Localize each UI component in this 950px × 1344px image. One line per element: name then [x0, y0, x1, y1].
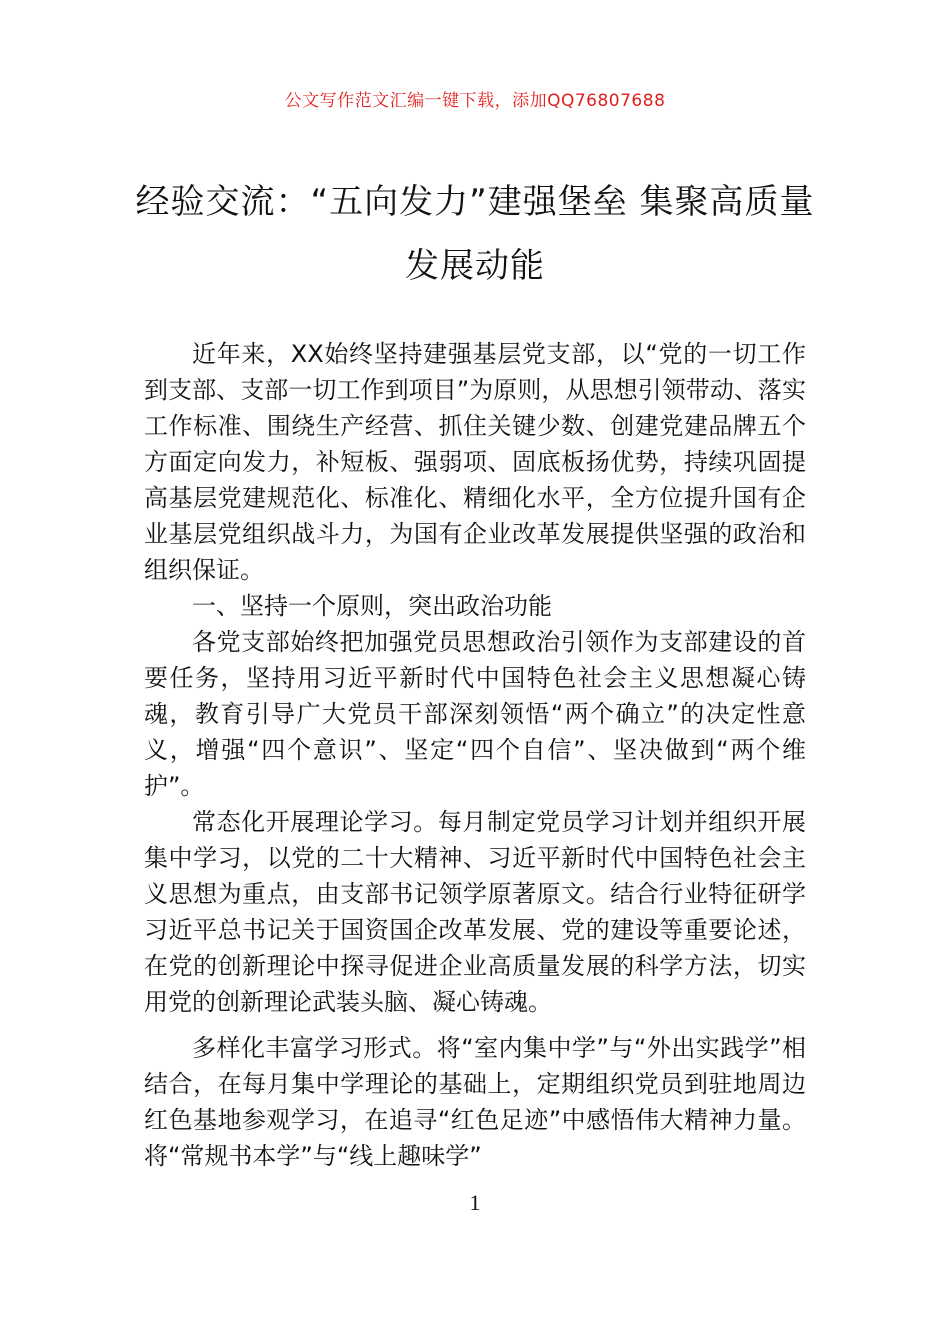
page-number: 1	[469, 1190, 481, 1215]
document-body	[144, 336, 806, 1174]
paragraph-theory-study: 常态化开展理论学习。每月制定党员学习计划并组织开展集中学习，以党的二十大精神、习近平新时代中国特色社会主义思想为重点，由支部书记领学原著原文。结合行业特征研学 习近平总书记关于国资国企改革发展、党的建设等重要论述，在党的创新理论中探寻促进企业高质量发展的科学方法，切实用党的创新理论武装头脑、凝心铸魂。	[144, 808, 806, 1016]
header-download-note: 公文写作范文汇编一键下载，添加QQ76807688	[284, 91, 666, 111]
document-title: 经验交流：“五向发力”建强堡垒 集聚高质量发展动能	[135, 182, 815, 286]
paragraph-intro: 近年来，XX始终坚持建强基层党支部，以“党的一切工作到支部、支部一切工作到项目”为原则，从思想引领带动、落实工作标准、围绕生产经营、抓住关键少数、创建党建品牌五个方面定向发力，补短板、强弱项、固底板扬优势，持续巩固提高基层党建规范化、标准化、精细化水平，全方位提升国有企业基层党组织战斗力，为国有企业改革发展提供坚强的政治和组织保证。	[144, 340, 806, 584]
paragraph-section-1: 各党支部始终把加强党员思想政治引领作为支部建设的首要任务，坚持用习近平新时代中国特色社会主义思想凝心铸魂，教育引导广大党员干部深刻领悟“两个确立”的决定性意义，增强“四个意识”、坚定“四个自信”、坚决做到“两个维护”。	[144, 628, 806, 800]
section-heading-1: 一、坚持一个原则，突出政治功能	[192, 592, 552, 620]
paragraph-study-forms: 多样化丰富学习形式。将“室内集中学”与“外出实践学”相结合，在每月集中学理论的基础上，定期组织党员到驻地周边红色基地参观学习，在追寻“红色足迹”中感悟伟大精神力量。将“常规书本学”与“线上趣味学”	[144, 1034, 806, 1170]
